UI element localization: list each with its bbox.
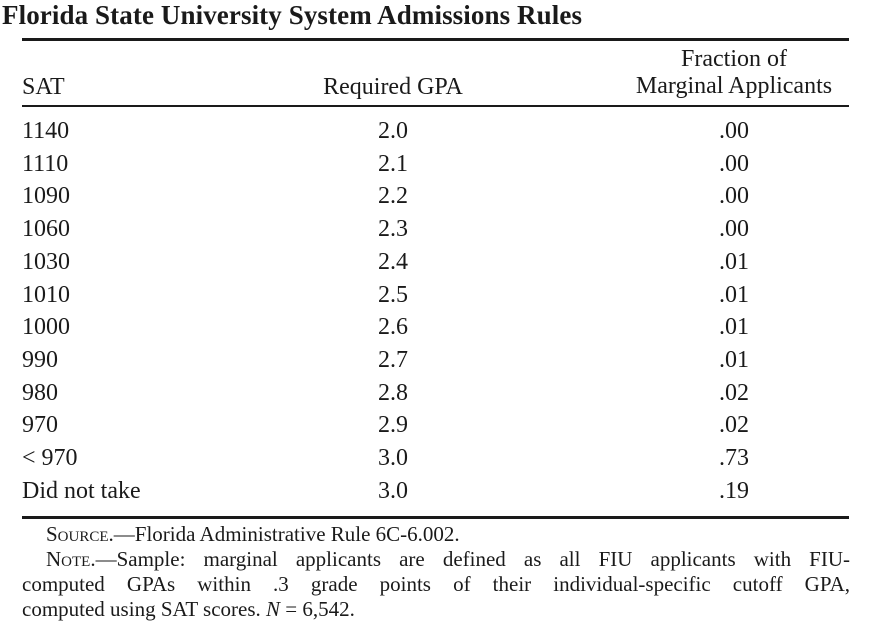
cell-fraction: .73 [719,445,749,471]
cell-gpa: 2.1 [378,151,408,177]
cell-gpa: 2.2 [378,183,408,209]
cell-sat: 1060 [22,216,70,242]
header-fraction-line1: Fraction of [681,46,787,72]
cell-sat: 1000 [22,314,70,340]
cell-sat: 970 [22,412,58,438]
cell-gpa: 2.0 [378,118,408,144]
cell-gpa: 2.9 [378,412,408,438]
cell-gpa: 2.6 [378,314,408,340]
note-text-3: computed using SAT scores. [22,597,267,621]
note-line-1 [22,547,850,572]
cell-sat: 1090 [22,183,70,209]
source-label: Source. [46,522,114,546]
cell-gpa: 2.5 [378,282,408,308]
note-text-1: —Sample: marginal applicants are defined as all FIU applicants with FIU- [95,547,850,571]
cell-gpa: 3.0 [378,478,408,504]
header-fraction-line2: Marginal Applicants [635,73,833,99]
note-line-2: computed GPAs within .3 grade points of their individual-specific cutoff GPA, [22,572,850,596]
cell-sat: 1140 [22,118,70,144]
cell-sat: 1030 [22,249,70,275]
sample-size-value: = 6,542. [280,597,355,621]
cell-gpa: 2.4 [378,249,408,275]
cell-fraction: .19 [719,478,749,504]
table-notes [22,522,850,622]
cell-sat: 1010 [22,282,70,308]
cell-sat: Did not take [22,478,141,504]
cell-sat: 990 [22,347,58,373]
source-note [22,522,850,547]
cell-fraction: .00 [719,216,749,242]
cell-fraction: .01 [719,249,749,275]
cell-sat: < 970 [22,445,78,471]
top-rule [22,38,849,41]
cell-sat: 1110 [22,151,69,177]
sample-size-symbol: N [266,597,281,621]
cell-fraction: .00 [719,183,749,209]
cell-fraction: .02 [719,380,749,406]
source-text: —Florida Administrative Rule 6C-6.002. [113,522,460,546]
header-sat: SAT [22,74,65,100]
bottom-rule [22,516,849,519]
note-line-3 [22,597,850,622]
cell-gpa: 2.8 [378,380,408,406]
cell-gpa: 2.7 [378,347,408,373]
cell-fraction: .01 [719,282,749,308]
header-required-gpa: Required GPA [323,74,463,100]
cell-gpa: 3.0 [378,445,408,471]
table-title: Florida State University System Admissions Rules [2,0,583,30]
cell-sat: 980 [22,380,58,406]
cell-fraction: .02 [719,412,749,438]
cell-fraction: .00 [719,118,749,144]
note-label: Note. [46,547,96,571]
cell-gpa: 2.3 [378,216,408,242]
header-fraction [636,46,832,100]
cell-fraction: .01 [719,314,749,340]
cell-fraction: .01 [719,347,749,373]
header-rule [22,105,849,107]
cell-fraction: .00 [719,151,749,177]
